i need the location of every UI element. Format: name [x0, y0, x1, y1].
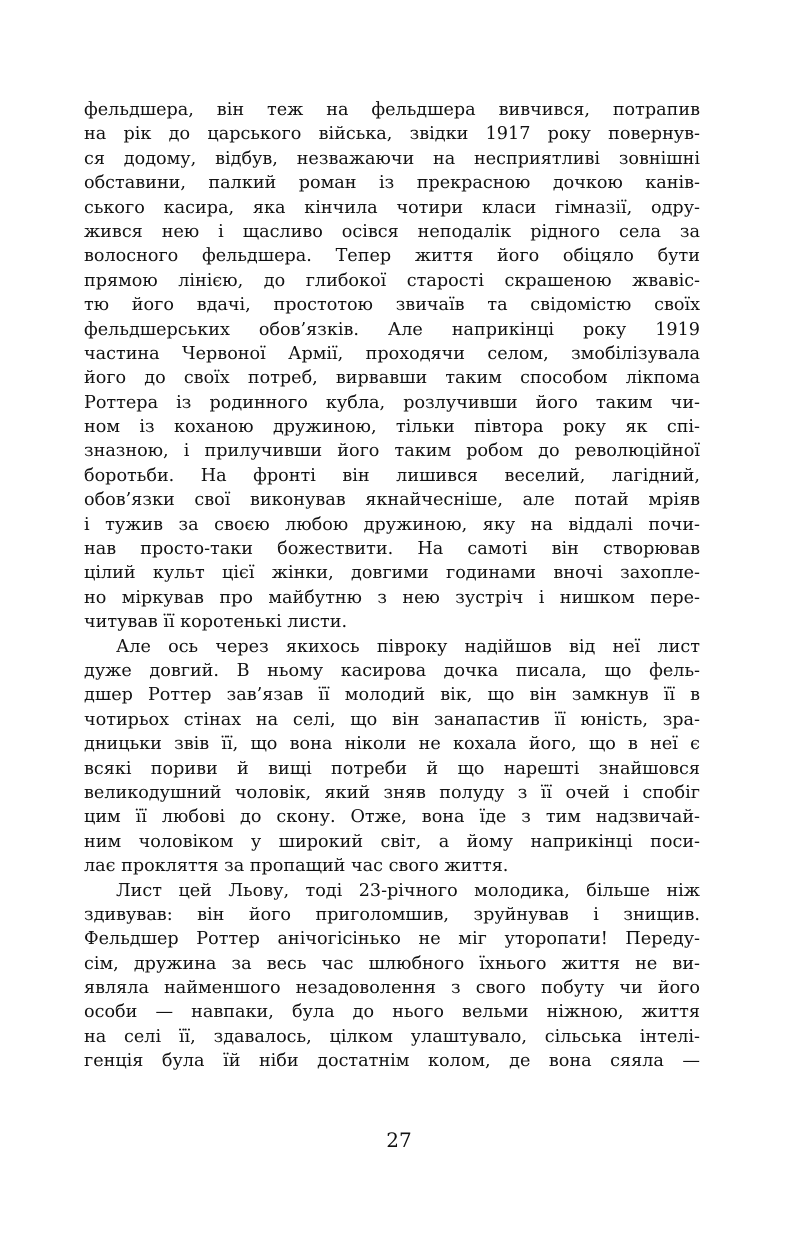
text-line: всякі пориви й вищі потреби й що нарешті знайшовся: [84, 758, 700, 779]
text-line: генція була їй ніби достатнім колом, де вона сяяла —: [84, 1051, 700, 1072]
paragraph: [84, 98, 700, 635]
text-line: тю його вдачі, простотою звичаїв та свідомістю своїх: [84, 295, 700, 316]
text-line: фельдшерських обов’язків. Але наприкінці року 1919: [84, 319, 700, 340]
text-line: цим її любові до скону. Отже, вона їде з тим надзвичай-: [84, 807, 700, 828]
text-line: зназною, і прилучивши його таким робом до революційної: [84, 441, 700, 462]
text-line: читував її коротенькі листи.: [84, 612, 348, 633]
text-line: і тужив за своєю любою дружиною, яку на віддалі почи-: [84, 514, 700, 535]
text-line: ном із коханою дружиною, тільки півтора року як спі-: [84, 417, 700, 438]
text-line: Але ось через якихось півроку надійшов від неї лист: [116, 636, 700, 657]
text-line: являла найменшого незадоволення з свого побуту чи його: [84, 978, 700, 999]
text-line: обставини, палкий роман із прекрасною дочкою канів-: [84, 173, 700, 194]
text-line: на рік до царського війська, звідки 1917 року повернув-: [84, 124, 700, 145]
text-line: дницьки звів її, що вона ніколи не кохала його, що в неї є: [84, 734, 700, 755]
text-line: на селі її, здавалось, цілком улаштувало, сільська інтелі-: [84, 1026, 700, 1047]
text-line: обов’язки свої виконував якнайчесніше, але потай мріяв: [84, 490, 700, 511]
text-line: великодушний чоловік, який зняв полуду з її очей і спобіг: [84, 782, 700, 803]
text-line: дуже довгий. В ньому касирова дочка писала, що фель-: [84, 660, 700, 681]
text-line: дшер Роттер зав’язав її молодий вік, що він замкнув її в: [84, 685, 700, 706]
text-line: особи — навпаки, була до нього вельми ніжною, життя: [84, 1002, 700, 1023]
text-line: Фельдшер Роттер анічогісінько не міг уторопати! Переду-: [84, 929, 700, 950]
text-line: частина Червоної Армії, проходячи селом, змобілізувала: [84, 343, 700, 364]
page-number: 27: [386, 1128, 412, 1152]
paragraph: [84, 635, 700, 879]
text-line: лає прокляття за пропащий час свого життя.: [84, 856, 509, 877]
text-line: фельдшера, він теж на фельдшера вивчився, потрапив: [84, 100, 700, 120]
text-line: но міркував про майбутню з нею зустріч і нишком пере-: [84, 587, 700, 608]
body-text: [84, 98, 700, 1074]
text-line: ся додому, відбув, незважаючи на несприятливі зовнішні: [84, 148, 700, 169]
text-line: здивував: він його приголомшив, зруйнував і знищив.: [84, 904, 700, 925]
text-line: цілий культ цієї жінки, довгими годинами вночі захопле-: [84, 563, 700, 584]
text-line: його до своїх потреб, вирвавши таким способом лікпома: [84, 368, 700, 389]
text-line: волосного фельдшера. Тепер життя його обіцяло бути: [84, 246, 700, 267]
text-line: Роттера із родинного кубла, розлучивши його таким чи-: [84, 392, 700, 413]
text-line: жився нею і щасливо осівся неподалік рідного села за: [84, 221, 700, 242]
text-line: прямою лінією, до глибокої старості скрашеною жвавіс-: [84, 270, 700, 291]
text-line: сім, дружина за весь час шлюбного їхнього життя не ви-: [84, 953, 700, 974]
paragraph: [84, 879, 700, 1074]
text-line: боротьби. На фронті він лишився веселий, лагідний,: [84, 465, 700, 486]
text-line: ського касира, яка кінчила чотири класи гімназії, одру-: [84, 197, 700, 218]
text-line: ним чоловіком у широкий світ, а йому наприкінці поси-: [84, 831, 700, 852]
text-line: Лист цей Льову, тоді 23-річного молодика, більше ніж: [116, 880, 700, 901]
text-line: чотирьох стінах на селі, що він занапастив її юність, зра-: [84, 709, 700, 730]
text-line: нав просто-таки божествити. На самоті він створював: [84, 539, 700, 560]
